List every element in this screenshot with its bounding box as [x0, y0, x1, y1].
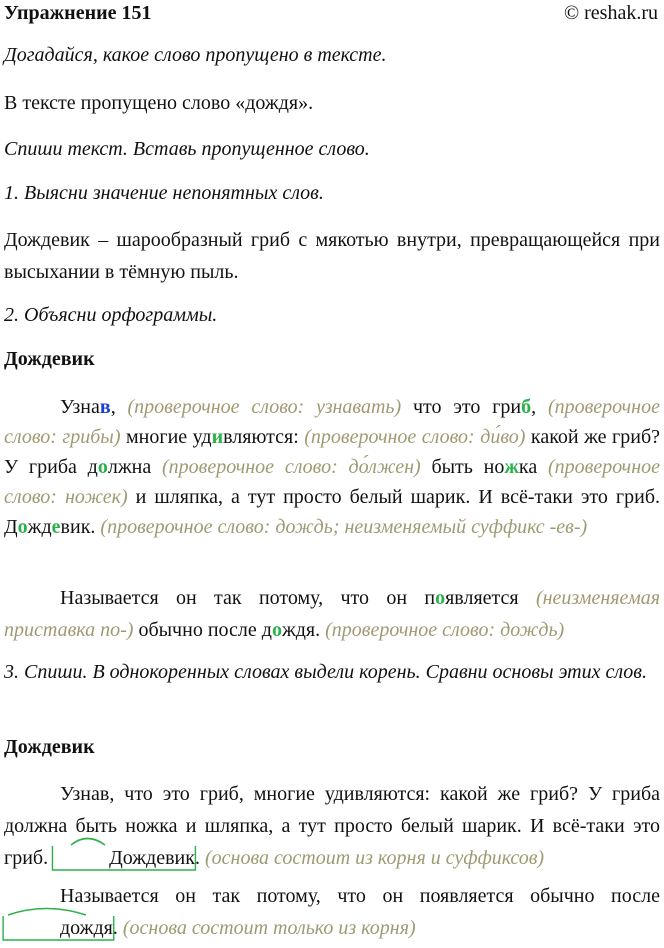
text-fragment: .	[194, 847, 200, 869]
text-fragment: быть но	[431, 456, 505, 478]
text-fragment: Называется он так потому, что он появляется обычно после	[60, 885, 660, 907]
orthogram-letter: е	[51, 516, 61, 538]
paragraph-roots	[4, 778, 660, 874]
check-note: (проверочное слово: узнавать)	[127, 396, 402, 418]
root-word-text: дождя	[60, 917, 113, 939]
text-fragment: ка	[518, 456, 538, 478]
answer-1: В тексте пропущено слово «дождя».	[4, 92, 314, 114]
header	[4, 0, 658, 26]
orthogram-letter: о	[271, 619, 282, 641]
orthogram-letter: ж	[504, 456, 519, 478]
text-fragment: ждя.	[281, 619, 321, 641]
task-3: 3. Спиши. В однокоренных словах выдели корень. Сравни основы этих слов.	[4, 661, 647, 683]
text-fragment: что это гри	[413, 396, 522, 418]
check-note: (проверочное слово: грибы)	[4, 396, 660, 448]
text-fragment: является	[445, 587, 519, 609]
root-word-text: Дождевик	[109, 847, 195, 869]
text-fragment: обычно после д	[138, 619, 272, 641]
check-note: (проверочное слово: дождь; неизменяемый суффикс -ев-)	[100, 516, 588, 538]
source-label: © reshak.ru	[563, 2, 658, 24]
stem-note: (основа состоит только из корня)	[122, 917, 416, 939]
orthogram-letter: в	[99, 396, 111, 418]
paragraph-roots-2	[4, 880, 660, 944]
root-word	[53, 842, 195, 874]
check-note: (проверочное слово: до́лжен)	[162, 456, 421, 478]
text-fragment: какой же гриб? У гриба д	[4, 426, 660, 478]
text-fragment: и шляпка, а тут просто белый шарик. И всё-таки это гриб. Д	[4, 486, 661, 538]
exercise-title: Упражнение 151	[4, 2, 152, 24]
check-note: (проверочное слово: дождь)	[325, 619, 565, 641]
heading-2: Дождевик	[4, 736, 95, 758]
orthogram-letter: о	[435, 587, 446, 609]
orthogram-letter: и	[211, 426, 224, 448]
text-fragment: Называется он так потому, что он п	[60, 587, 436, 609]
word-text: Узна	[60, 396, 100, 418]
task-2-step-1: 1. Выясни значение непонятных слов.	[4, 182, 324, 204]
orthogram-letter: о	[17, 516, 28, 538]
heading-1: Дождевик	[4, 348, 95, 370]
check-note: (проверочное слово: ножек)	[4, 456, 661, 508]
task-2-step-2: 2. Объясни орфограммы.	[4, 304, 218, 326]
definition: Дождевик – шарообразный гриб с мякотью внутри, превращающейся при высыхании в тёмную пыль.	[4, 229, 660, 283]
stem-note: (основа состоит из корня и суффиксов)	[204, 847, 545, 869]
paragraph-orthograms-2	[4, 582, 660, 646]
text-fragment: лжна	[107, 456, 152, 478]
orthogram-letter: о	[97, 456, 108, 478]
paragraph-orthograms: Узнав, (проверочное слово: узнавать) что это гриб, (проверочное слово: грибы) многие удивляются: (проверочное слово: ди́во) какой же гриб? У гриба должна (проверочное слово: до́лжен) быть ножка (проверочное слово: ножек) и шляпка, а тут просто белый шарик. И всё-таки это гриб. Дождевик. (проверочное слово: дождь; неизменяемый суффикс -ев-)	[4, 396, 661, 538]
text-fragment: вляются:	[223, 426, 299, 448]
text-fragment: многие уд	[126, 426, 212, 448]
text-fragment: .	[112, 917, 118, 939]
task-1: Догадайся, какое слово пропущено в тексте.	[4, 44, 387, 66]
root-word	[4, 912, 113, 944]
text-fragment: вик.	[60, 516, 96, 538]
text-fragment: ,	[531, 396, 537, 418]
check-note: (неизменяемая приставка по-)	[4, 587, 660, 641]
check-note: (проверочное слово: ди́во)	[304, 426, 526, 448]
orthogram-letter: б	[521, 396, 532, 418]
text-fragment: Узнав, что это гриб, многие удивляются: какой же гриб? У гриба должна быть ножка и шляпка, а тут просто белый шарик. И всё-таки это гриб.	[4, 783, 660, 869]
text-fragment: жд	[27, 516, 52, 538]
task-2: Спиши текст. Вставь пропущенное слово.	[4, 138, 370, 160]
